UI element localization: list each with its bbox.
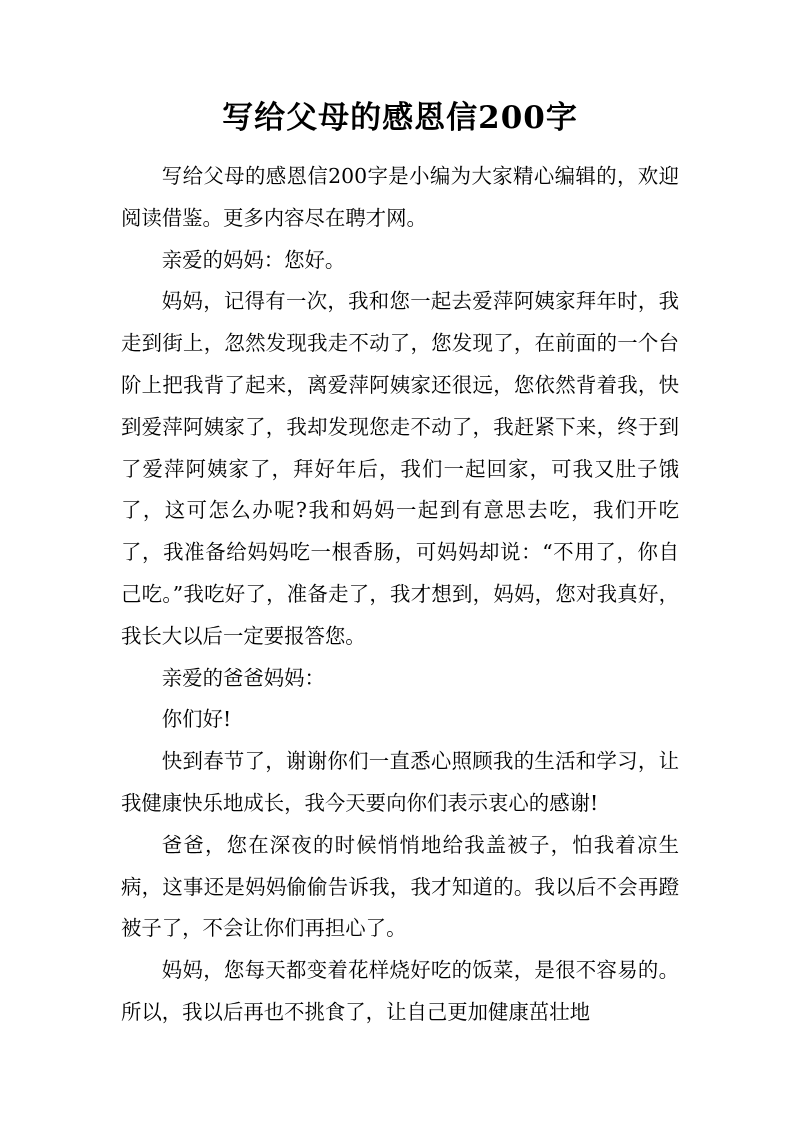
paragraph-dad: 爸爸，您在深夜的时候悄悄地给我盖被子，怕我着凉生病，这事还是妈妈偷偷告诉我，我才知道的。我以后不会再蹬被子了，不会让你们再担心了。	[121, 832, 679, 941]
document-title: 写给父母的感恩信200字	[222, 100, 578, 136]
paragraph-greeting-mom: 亲爱的妈妈：您好。	[161, 247, 346, 272]
paragraph-mom-cooking: 妈妈，您每天都变着花样烧好吃的饭菜，是很不容易的。所以，我以后再也不挑食了，让自己更加健康茁壮地	[121, 958, 679, 1024]
paragraph-story: 妈妈，记得有一次，我和您一起去爱萍阿姨家拜年时，我走到街上，忽然发现我走不动了，您发现了，在前面的一个台阶上把我背了起来，离爱萍阿姨家还很远，您依然背着我，快到爱萍阿姨家了，我却发现您走不动了，我赶紧下来，终于到了爱萍阿姨家了，拜好年后，我们一起回家，可我又肚子饿了，这可怎么办呢?我和妈妈一起到有意思去吃，我们开吃了，我准备给妈妈吃一根香肠，可妈妈却说：“不用了，你自己吃。”我吃好了，准备走了，我才想到，妈妈，您对我真好，我长大以后一定要报答您。	[121, 289, 679, 648]
paragraph-greeting-parents: 亲爱的爸爸妈妈：	[161, 665, 325, 690]
paragraph-hello: 你们好!	[161, 707, 232, 732]
document-body	[121, 156, 679, 1034]
paragraph-intro: 写给父母的感恩信200字是小编为大家精心编辑的，欢迎阅读借鉴。更多内容尽在聘才网。	[121, 164, 679, 230]
paragraph-thanks: 快到春节了，谢谢你们一直悉心照顾我的生活和学习，让我健康快乐地成长，我今天要向你们表示衷心的感谢!	[121, 749, 679, 815]
